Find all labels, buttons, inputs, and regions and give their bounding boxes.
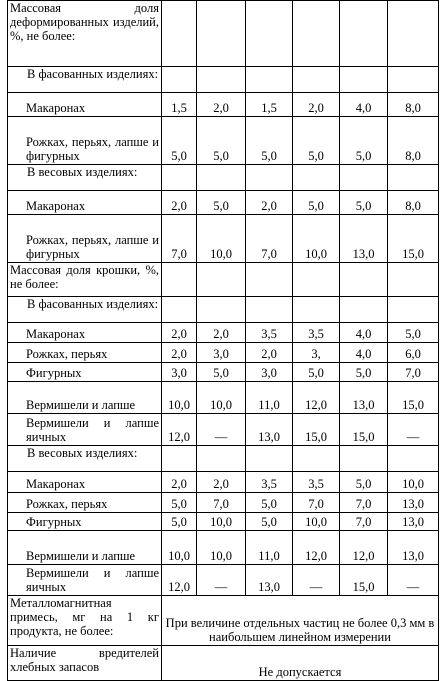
empty-cell	[293, 165, 340, 191]
value-cell: 15,0	[388, 382, 439, 414]
value-cell: 11,0	[246, 531, 293, 565]
product-type-label: Макаронах	[8, 323, 162, 343]
empty-cell	[246, 297, 293, 323]
value-cell: 4,0	[340, 323, 388, 343]
value-cell: 7,0	[162, 215, 197, 263]
value-cell: 10,0	[197, 215, 246, 263]
value-cell: 10,0	[197, 382, 246, 414]
pests-label: Наличие вредителей хлебных запасов	[8, 646, 162, 681]
value-cell: 5,0	[197, 363, 246, 382]
empty-cell	[162, 165, 197, 191]
metal-impurity-label: Металломагнитная примесь, мг на 1 кг продукта, не более:	[8, 596, 162, 646]
value-cell: 2,0	[162, 191, 197, 215]
value-cell: 11,0	[246, 382, 293, 414]
subsection-title-bulk: В весовых изделиях:	[8, 165, 162, 191]
value-cell: 13,0	[246, 565, 293, 596]
value-cell: 15,0	[293, 414, 340, 446]
value-cell: 13,0	[340, 382, 388, 414]
product-type-label: Вермишели и лапше	[8, 531, 162, 565]
product-type-label: Макаронах	[8, 191, 162, 215]
value-cell: 2,0	[246, 343, 293, 363]
value-cell: 13,0	[388, 513, 439, 531]
value-cell: 8,0	[388, 117, 439, 165]
empty-cell	[162, 446, 197, 472]
value-cell: 5,0	[293, 363, 340, 382]
subsection-title-packaged: В фасованных изделиях:	[8, 67, 162, 93]
pests-value: Не допускается	[162, 646, 439, 681]
value-cell: 12,0	[293, 382, 340, 414]
value-cell: 3,5	[246, 323, 293, 343]
empty-cell	[197, 1, 246, 67]
value-cell: 2,0	[197, 93, 246, 117]
empty-cell	[388, 1, 439, 67]
value-cell: 7,0	[197, 493, 246, 513]
empty-cell	[340, 1, 388, 67]
product-type-label: Вермишели и лапше яичных	[8, 565, 162, 596]
table-row	[8, 191, 439, 215]
value-cell: 3,5	[246, 472, 293, 493]
table-row	[8, 513, 439, 531]
empty-cell	[246, 1, 293, 67]
value-cell: 2,0	[162, 472, 197, 493]
value-cell: 12,0	[162, 414, 197, 446]
product-type-label: Фигурных	[8, 363, 162, 382]
value-cell: 3,0	[197, 343, 246, 363]
table-row	[8, 323, 439, 343]
empty-cell	[340, 263, 388, 297]
value-cell: 5,0	[246, 117, 293, 165]
value-cell: 10,0	[197, 513, 246, 531]
table-row	[8, 117, 439, 165]
value-cell: 5,0	[388, 323, 439, 343]
value-cell: 6,0	[388, 343, 439, 363]
table-row	[8, 472, 439, 493]
value-cell: 10,0	[293, 215, 340, 263]
value-cell: 4,0	[340, 93, 388, 117]
value-cell: 5,0	[246, 493, 293, 513]
value-cell: 7,0	[388, 363, 439, 382]
value-cell: 5,0	[162, 117, 197, 165]
value-cell: 5,0	[197, 191, 246, 215]
product-type-label: Рожках, перьях, лапше и фигурных	[8, 117, 162, 165]
value-cell: 13,0	[388, 531, 439, 565]
value-cell: 13,0	[388, 493, 439, 513]
empty-cell	[246, 263, 293, 297]
value-cell: 5,0	[340, 472, 388, 493]
value-cell: 13,0	[340, 215, 388, 263]
empty-cell	[388, 165, 439, 191]
value-cell: 10,0	[162, 531, 197, 565]
empty-cell	[162, 297, 197, 323]
empty-cell	[388, 446, 439, 472]
value-cell: 1,5	[246, 93, 293, 117]
value-cell: 5,0	[162, 513, 197, 531]
product-type-label: Фигурных	[8, 513, 162, 531]
value-cell: 3,	[293, 343, 340, 363]
value-cell: 12,0	[162, 565, 197, 596]
table-row	[8, 493, 439, 513]
table-row	[8, 565, 439, 596]
value-cell: —	[388, 565, 439, 596]
value-cell: 10,0	[197, 531, 246, 565]
value-cell: 15,0	[388, 215, 439, 263]
value-cell: 15,0	[340, 414, 388, 446]
section-title-deformed: Массовая доля деформированных изделий, %, не более:	[8, 1, 162, 67]
value-cell: 2,0	[293, 93, 340, 117]
product-type-label: Рожках, перьях	[8, 343, 162, 363]
empty-cell	[340, 297, 388, 323]
value-cell: 5,0	[340, 191, 388, 215]
empty-cell	[162, 67, 197, 93]
empty-cell	[340, 446, 388, 472]
empty-cell	[246, 165, 293, 191]
empty-cell	[293, 446, 340, 472]
value-cell: 7,0	[246, 215, 293, 263]
value-cell: 2,0	[197, 472, 246, 493]
table-row	[8, 596, 439, 646]
empty-cell	[388, 297, 439, 323]
value-cell: 2,0	[162, 343, 197, 363]
value-cell: 5,0	[340, 363, 388, 382]
value-cell: 5,0	[340, 117, 388, 165]
value-cell: —	[197, 565, 246, 596]
value-cell: 5,0	[162, 493, 197, 513]
value-cell: 2,0	[162, 323, 197, 343]
value-cell: 12,0	[293, 531, 340, 565]
product-type-label: Вермишели и лапше яичных	[8, 414, 162, 446]
table-row	[8, 215, 439, 263]
empty-cell	[197, 297, 246, 323]
value-cell: 5,0	[293, 117, 340, 165]
value-cell: 2,0	[246, 191, 293, 215]
value-cell: 2,0	[197, 323, 246, 343]
value-cell: 3,0	[162, 363, 197, 382]
section-title-crumbs: Массовая доля крошки, %, не более:	[8, 263, 162, 297]
value-cell: 3,0	[246, 363, 293, 382]
value-cell: 5,0	[197, 117, 246, 165]
value-cell: 5,0	[246, 513, 293, 531]
value-cell: 1,5	[162, 93, 197, 117]
empty-cell	[246, 67, 293, 93]
subsection-title-packaged: В фасованных изделиях:	[8, 297, 162, 323]
value-cell: 7,0	[293, 493, 340, 513]
empty-cell	[340, 67, 388, 93]
table-row	[8, 414, 439, 446]
empty-cell	[293, 297, 340, 323]
metal-impurity-value: При величине отдельных частиц не более 0,3 мм в наибольшем линейном измерении	[162, 596, 439, 646]
value-cell: 10,0	[388, 472, 439, 493]
empty-cell	[197, 263, 246, 297]
value-cell: 3,5	[293, 472, 340, 493]
value-cell: 13,0	[246, 414, 293, 446]
value-cell: 8,0	[388, 93, 439, 117]
value-cell: 12,0	[340, 531, 388, 565]
table-row	[8, 531, 439, 565]
value-cell: 10,0	[293, 513, 340, 531]
empty-cell	[293, 67, 340, 93]
empty-cell	[340, 165, 388, 191]
empty-cell	[162, 1, 197, 67]
value-cell: —	[388, 414, 439, 446]
table-row	[8, 382, 439, 414]
empty-cell	[293, 1, 340, 67]
product-type-label: Макаронах	[8, 93, 162, 117]
quality-requirements-table	[7, 0, 439, 681]
product-type-label: Макаронах	[8, 472, 162, 493]
empty-cell	[388, 67, 439, 93]
product-type-label: Рожках, перьях, лапше и фигурных	[8, 215, 162, 263]
empty-cell	[246, 446, 293, 472]
table-row	[8, 646, 439, 681]
value-cell: 8,0	[388, 191, 439, 215]
value-cell: —	[197, 414, 246, 446]
table-row	[8, 343, 439, 363]
value-cell: —	[293, 565, 340, 596]
empty-cell	[293, 263, 340, 297]
table-row	[8, 93, 439, 117]
value-cell: 10,0	[162, 382, 197, 414]
value-cell: 15,0	[340, 565, 388, 596]
value-cell: 3,5	[293, 323, 340, 343]
value-cell: 7,0	[340, 493, 388, 513]
empty-cell	[162, 263, 197, 297]
table-row	[8, 363, 439, 382]
empty-cell	[388, 263, 439, 297]
value-cell: 5,0	[293, 191, 340, 215]
empty-cell	[197, 67, 246, 93]
empty-cell	[197, 446, 246, 472]
value-cell: 7,0	[340, 513, 388, 531]
empty-cell	[197, 165, 246, 191]
product-type-label: Вермишели и лапше	[8, 382, 162, 414]
value-cell: 4,0	[340, 343, 388, 363]
subsection-title-bulk: В весовых изделиях:	[8, 446, 162, 472]
product-type-label: Рожках, перьях	[8, 493, 162, 513]
